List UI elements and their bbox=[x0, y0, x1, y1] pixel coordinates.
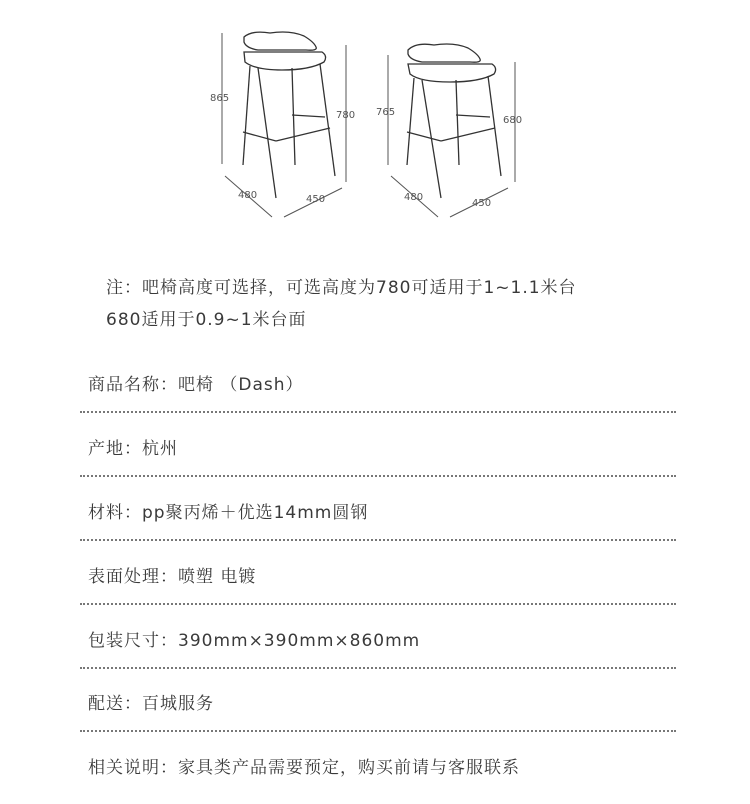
stool-a-total-height: 865 bbox=[210, 93, 230, 104]
stool-a-width: 450 bbox=[306, 194, 326, 205]
spec-row-product-name bbox=[80, 347, 676, 413]
spec-product-name: 商品名称：吧椅 （Dash） bbox=[88, 375, 304, 395]
stool-a-seat-height: 780 bbox=[336, 110, 356, 121]
spec-row-delivery bbox=[80, 666, 676, 732]
stool-a-depth: 480 bbox=[238, 190, 258, 201]
stool-a-drawing bbox=[243, 32, 335, 198]
spec-row-notes bbox=[80, 730, 676, 794]
spec-package-size: 包装尺寸：390mm×390mm×860mm bbox=[88, 631, 421, 651]
height-note-line-1: 注：吧椅高度可选择，可选高度为780可适用于1~1.1米台 bbox=[106, 278, 577, 298]
stool-b-width: 450 bbox=[472, 198, 492, 209]
stool-b-total-height: 765 bbox=[376, 107, 396, 118]
spec-notes: 相关说明：家具类产品需要预定，购买前请与客服联系 bbox=[88, 758, 520, 778]
spec-row-package bbox=[80, 603, 676, 669]
spec-delivery: 配送：百城服务 bbox=[88, 694, 214, 714]
stool-b-seat-height: 680 bbox=[503, 115, 523, 126]
height-note bbox=[106, 272, 706, 336]
spec-material: 材料：pp聚丙烯＋优选14mm圆钢 bbox=[88, 503, 369, 523]
spec-row-material bbox=[80, 475, 676, 541]
stool-dimension-diagram bbox=[0, 0, 750, 240]
stool-b-depth: 480 bbox=[404, 192, 424, 203]
spec-row-surface bbox=[80, 539, 676, 605]
spec-origin: 产地：杭州 bbox=[88, 439, 178, 459]
spec-surface-treatment: 表面处理：喷塑 电镀 bbox=[88, 567, 257, 587]
spec-row-origin bbox=[80, 411, 676, 477]
height-note-line-2: 680适用于0.9~1米台面 bbox=[106, 310, 307, 330]
stool-b-drawing bbox=[407, 44, 501, 198]
